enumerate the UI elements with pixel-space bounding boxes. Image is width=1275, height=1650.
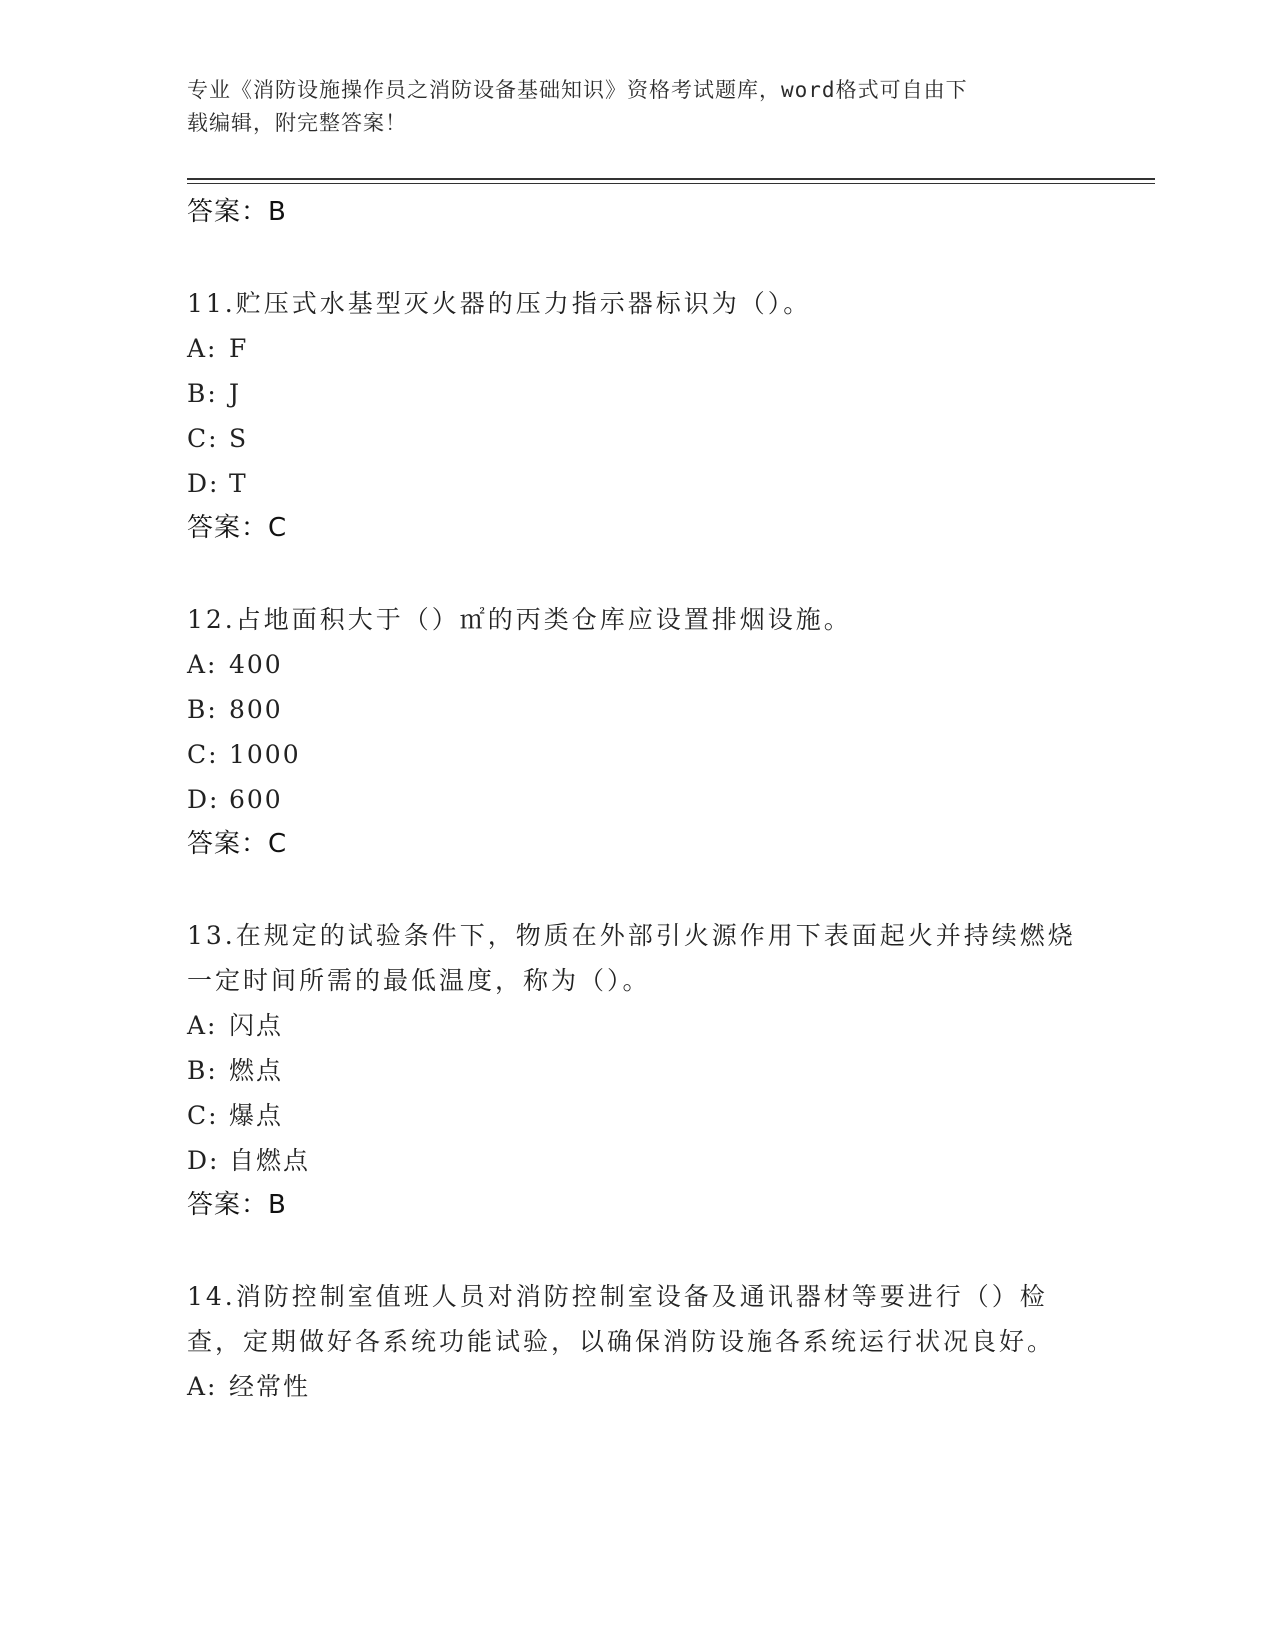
question-text: 13.在规定的试验条件下，物质在外部引火源作用下表面起火并持续燃烧一定时间所需的最低温度，称为（）。 bbox=[187, 921, 1076, 995]
option-value: F bbox=[229, 334, 249, 363]
option-b bbox=[187, 371, 1087, 416]
option-key: B: bbox=[187, 1056, 218, 1085]
question-text: 14.消防控制室值班人员对消防控制室设备及通讯器材等要进行（）检查，定期做好各系统功能试验，以确保消防设施各系统运行状况良好。 bbox=[187, 1282, 1056, 1356]
question-block bbox=[187, 597, 1087, 867]
option-value: 600 bbox=[229, 785, 283, 814]
previous-answer: 答案：B bbox=[187, 197, 287, 227]
option-a bbox=[187, 1003, 1087, 1048]
question-text: 12.占地面积大于（）㎡的丙类仓库应设置排烟设施。 bbox=[187, 605, 852, 634]
header-divider-thick bbox=[187, 178, 1155, 180]
option-value: 自燃点 bbox=[229, 1146, 311, 1175]
option-value: T bbox=[229, 469, 248, 498]
page-header bbox=[187, 74, 1067, 140]
option-key: C: bbox=[187, 740, 219, 769]
option-value: 燃点 bbox=[229, 1056, 284, 1085]
option-value: 1000 bbox=[229, 740, 301, 769]
option-value: J bbox=[229, 379, 242, 408]
option-b bbox=[187, 687, 1087, 732]
option-value: 800 bbox=[229, 695, 283, 724]
option-key: B: bbox=[187, 695, 218, 724]
option-d bbox=[187, 777, 1087, 822]
option-key: A: bbox=[187, 650, 218, 679]
option-a bbox=[187, 326, 1087, 371]
answer-line: 答案：C bbox=[187, 829, 288, 859]
option-a bbox=[187, 642, 1087, 687]
answer-line: 答案：C bbox=[187, 513, 288, 543]
question-block bbox=[187, 913, 1087, 1228]
option-b bbox=[187, 1048, 1087, 1093]
answer-line: 答案：B bbox=[187, 1190, 287, 1220]
option-key: D: bbox=[187, 1146, 220, 1175]
option-value: 经常性 bbox=[229, 1372, 311, 1401]
option-d bbox=[187, 1138, 1087, 1183]
option-value: 爆点 bbox=[229, 1101, 284, 1130]
option-key: D: bbox=[187, 785, 220, 814]
option-c bbox=[187, 416, 1087, 461]
option-value: S bbox=[229, 424, 249, 453]
option-key: A: bbox=[187, 334, 218, 363]
question-list bbox=[187, 190, 1087, 1409]
option-key: D: bbox=[187, 469, 220, 498]
option-key: A: bbox=[187, 1372, 218, 1401]
question-block bbox=[187, 1274, 1087, 1409]
question-block bbox=[187, 281, 1087, 551]
option-d bbox=[187, 461, 1087, 506]
option-key: B: bbox=[187, 379, 218, 408]
option-c bbox=[187, 1093, 1087, 1138]
header-line-1: 专业《消防设施操作员之消防设备基础知识》资格考试题库，word格式可自由下 bbox=[187, 78, 968, 102]
option-c bbox=[187, 732, 1087, 777]
header-line-2: 载编辑，附完整答案！ bbox=[187, 111, 407, 135]
option-key: A: bbox=[187, 1011, 218, 1040]
option-a bbox=[187, 1364, 1087, 1409]
option-value: 400 bbox=[229, 650, 283, 679]
option-value: 闪点 bbox=[229, 1011, 284, 1040]
question-text: 11.贮压式水基型灭火器的压力指示器标识为（）。 bbox=[187, 289, 812, 318]
option-key: C: bbox=[187, 424, 219, 453]
header-divider-thin bbox=[187, 183, 1155, 184]
option-key: C: bbox=[187, 1101, 219, 1130]
